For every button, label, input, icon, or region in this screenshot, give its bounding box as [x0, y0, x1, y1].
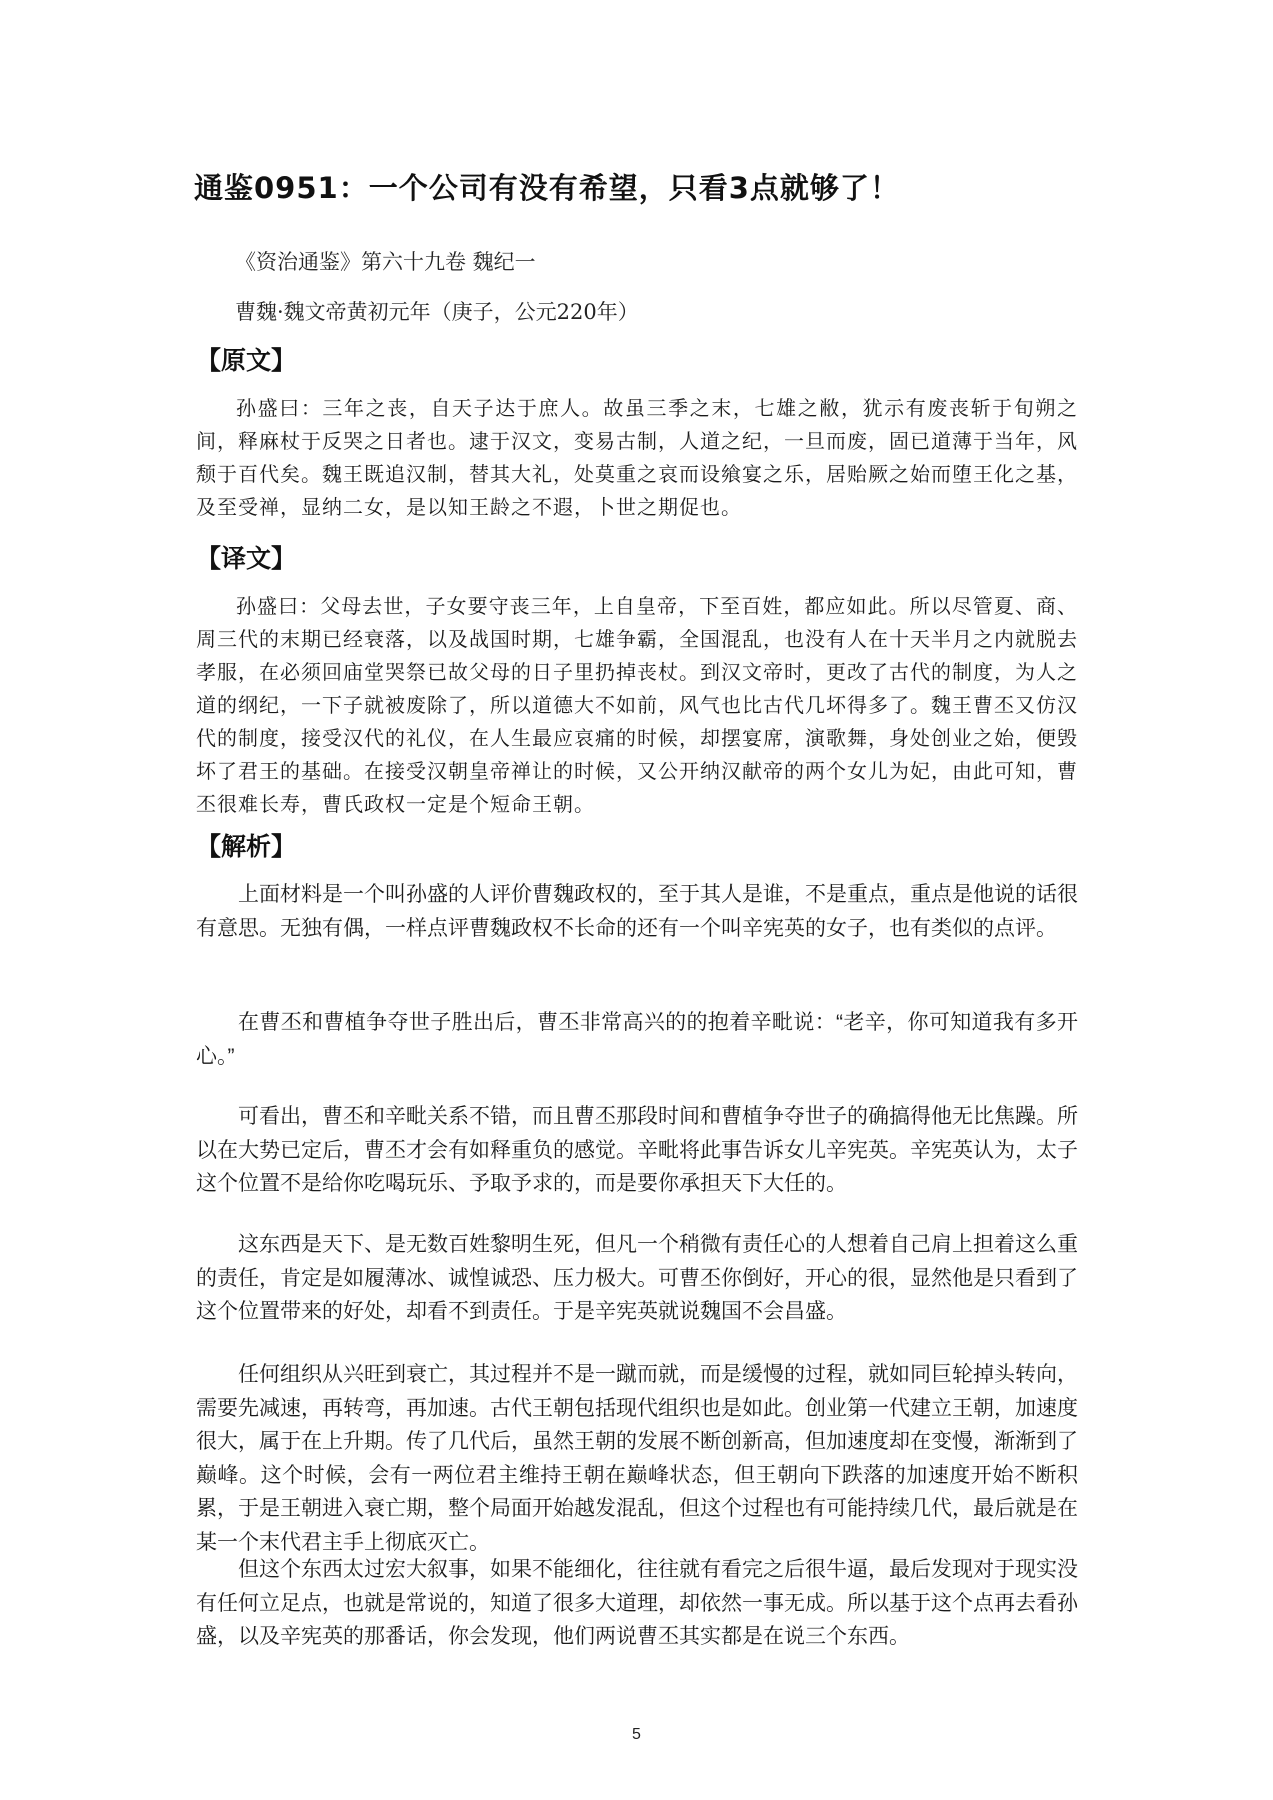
- analysis-paragraph: 但这个东西太过宏大叙事，如果不能细化，往往就有看完之后很牛逼，最后发现对于现实没有任何立足点，也就是常说的，知道了很多大道理，却依然一事无成。所以基于这个点再去看孙盛，以及辛宪英的那番话，你会发现，他们两说曹丕其实都是在说三个东西。: [196, 1558, 1078, 1648]
- analysis-paragraph: 任何组织从兴旺到衰亡，其过程并不是一蹴而就，而是缓慢的过程，就如同巨轮掉头转向，需要先减速，再转弯，再加速。古代王朝包括现代组织也是如此。创业第一代建立王朝，加速度很大，属于在上升期。传了几代后，虽然王朝的发展不断创新高，但加速度却在变慢，渐渐到了巅峰。这个时候，会有一两位君主维持王朝在巅峰状态，但王朝向下跌落的加速度开始不断积累，于是王朝进入衰亡期，整个局面开始越发混乱，但这个过程也有可能持续几代，最后就是在某一个末代君主手上彻底灭亡。: [196, 1363, 1078, 1554]
- page-number: 5: [632, 1726, 641, 1743]
- analysis-paragraph: 在曹丕和曹植争夺世子胜出后，曹丕非常高兴的的抱着辛毗说：“老辛，你可知道我有多开心。”: [196, 1011, 1078, 1068]
- source-line: 《资治通鉴》第六十九卷 魏纪一: [235, 250, 536, 274]
- analysis-paragraph: 这东西是天下、是无数百姓黎明生死，但凡一个稍微有责任心的人想着自己肩上担着这么重的责任，肯定是如履薄冰、诚惶诚恐、压力极大。可曹丕你倒好，开心的很，显然他是只看到了这个位置带来的好处，却看不到责任。于是辛宪英就说魏国不会昌盛。: [196, 1233, 1078, 1323]
- period-line: 曹魏·魏文帝黄初元年（庚子，公元220年）: [235, 300, 639, 324]
- analysis-paragraph: 上面材料是一个叫孙盛的人评价曹魏政权的，至于其人是谁，不是重点，重点是他说的话很有意思。无独有偶，一样点评曹魏政权不长命的还有一个叫辛宪英的女子，也有类似的点评。: [196, 883, 1078, 940]
- section-heading-analysis: 【解析】: [196, 832, 297, 861]
- section-heading-translation: 【译文】: [196, 544, 297, 573]
- section-heading-original: 【原文】: [196, 346, 297, 375]
- translation-text: 孙盛曰：父母去世，子女要守丧三年，上自皇帝，下至百姓，都应如此。所以尽管夏、商、周三代的末期已经衰落，以及战国时期，七雄争霸，全国混乱，也没有人在十天半月之内就脱去孝服，在必须回庙堂哭祭已故父母的日子里扔掉丧杖。到汉文帝时，更改了古代的制度，为人之道的纲纪，一下子就被废除了，所以道德大不如前，风气也比古代几坏得多了。魏王曹丕又仿汉代的制度，接受汉代的礼仪，在人生最应哀痛的时候，却摆宴席，演歌舞，身处创业之始，便毁坏了君王的基础。在接受汉朝皇帝禅让的时候，又公开纳汉献帝的两个女儿为妃，由此可知，曹丕很难长寿，曹氏政权一定是个短命王朝。: [196, 594, 1078, 816]
- analysis-paragraph: 可看出，曹丕和辛毗关系不错，而且曹丕那段时间和曹植争夺世子的确搞得他无比焦躁。所以在大势已定后，曹丕才会有如释重负的感觉。辛毗将此事告诉女儿辛宪英。辛宪英认为，太子这个位置不是给你吃喝玩乐、予取予求的，而是要你承担天下大任的。: [196, 1105, 1078, 1195]
- original-text: 孙盛曰：三年之丧，自天子达于庶人。故虽三季之末，七雄之敝，犹示有废丧斩于旬朔之间，释麻杖于反哭之日者也。逮于汉文，变易古制，人道之纪，一旦而废，固已道薄于当年，风颓于百代矣。魏王既追汉制，替其大礼，处莫重之哀而设飨宴之乐，居贻厥之始而堕王化之基，及至受禅，显纳二女，是以知王龄之不遐，卜世之期促也。: [196, 396, 1078, 519]
- article-title: 通鉴0951：一个公司有没有希望，只看3点就够了！: [194, 171, 900, 205]
